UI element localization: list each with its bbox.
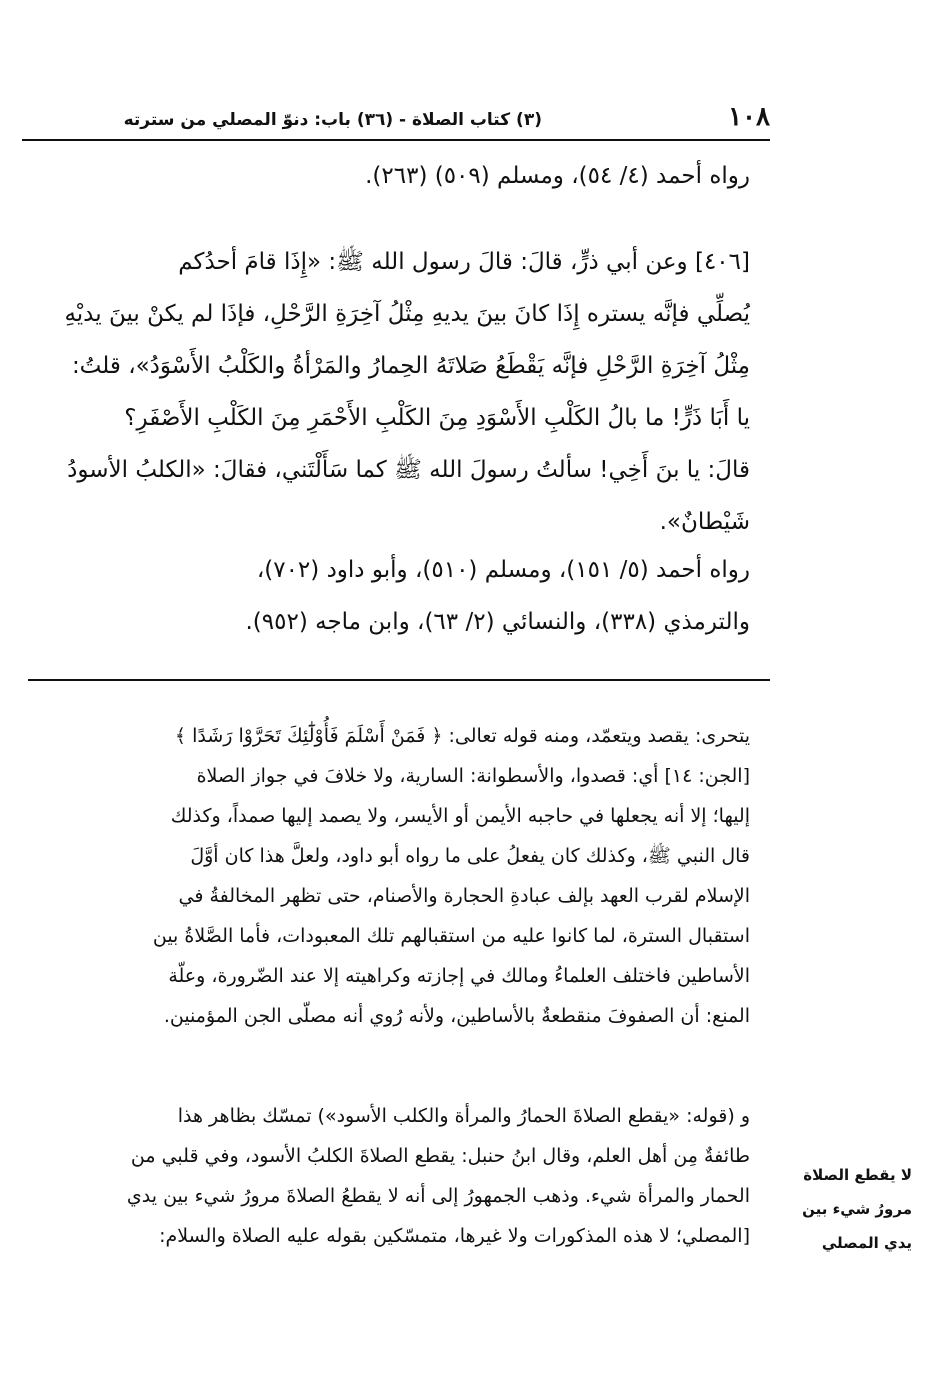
text-line: الحمار والمرأة شيء. وذهب الجمهورُ إلى أنه لا يقطعُ الصلاةَ مرورُ شيء بين يدي: [126, 1185, 750, 1207]
text-line: [٤٠٦] وعن أبي ذرٍّ، قالَ: قالَ رسول الله ﷺ: «إِذَا قامَ أحدُكم: [178, 249, 750, 275]
text-line: والترمذي (٣٣٨)، والنسائي (٢/ ٦٣)، وابن ماجه (٩٥٢).: [245, 609, 750, 635]
text-line: شَيْطانٌ».: [659, 509, 750, 535]
text-line: يُصلِّي فإنَّه يستره إِذَا كانَ بينَ يديهِ مِثْلُ آخِرَةِ الرَّحْلِ، فإذَا لم يكنْ بينَ يديْهِ: [64, 301, 750, 327]
text-line: قال النبي ﷺ، وكذلك كان يفعلُ على ما رواه أبو داود، ولعلَّ هذا كان أوَّلَ: [190, 845, 750, 867]
text-line: رواه أحمد (٤/ ٥٤)، ومسلم (٥٠٩) (٢٦٣).: [365, 163, 750, 189]
text-line: مِثْلُ آخِرَةِ الرَّحْلِ فإنَّه يَقْطَعُ صَلاتَهُ الحِمارُ والمَرْأةُ والكَلْبُ الأَسْوَدُ»، قلتُ:: [71, 353, 750, 379]
text-line: قالَ: يا بنَ أَخِي! سألتُ رسولَ الله ﷺ كما سَأَلْتَني، فقالَ: «الكلبُ الأسودُ: [67, 457, 750, 483]
text-line: الإسلام لقرب العهد بإلف عبادةِ الحجارة والأصنام، حتى تظهر المخالفةُ في: [178, 885, 750, 907]
margin-note-line: لا يقطع الصلاة: [803, 1166, 912, 1184]
text-line: [المصلي؛ لا هذه المذكورات ولا غيرها، متمسّكين بقوله عليه الصلاة والسلام:: [159, 1225, 750, 1247]
text-line: [الجن: ١٤] أي: قصدوا، والأسطوانة: السارية، ولا خلافَ في جواز الصلاة: [196, 765, 750, 787]
text-line: يا أَبَا ذَرٍّ! ما بالُ الكَلْبِ الأَسْوَدِ مِنَ الكَلْبِ الأَحْمَرِ مِنَ الكَلْبِ الأَصْفَرِ؟: [124, 405, 750, 431]
text-line: استقبال السترة، لما كانوا عليه من استقبالهم تلك المعبودات، فأما الصَّلاةُ بين: [152, 925, 750, 947]
page-number: ١٠٨: [728, 102, 770, 132]
text-line: إليها؛ إلا أنه يجعلها في حاجبه الأيمن أو الأيسر، ولا يصمد إليها صمداً، وكذلك: [170, 805, 750, 827]
header-divider: [22, 139, 770, 141]
hadith-406: [24, 236, 750, 548]
running-title: (٣) كتاب الصلاة - (٣٦) باب: دنوّ المصلي من سترته: [123, 110, 542, 130]
margin-note-line: مرورُ شيء بين: [802, 1200, 912, 1218]
text-line: طائفةٌ مِن أهل العلم، وقال ابنُ حنبل: يقطع الصلاةَ الكلبُ الأسود، وفي قلبي من: [130, 1145, 750, 1167]
margin-note: [790, 1158, 912, 1260]
margin-note-line: يدي المصلي: [821, 1234, 912, 1252]
text-line: يتحرى: يقصد ويتعمّد، ومنه قوله تعالى: ﴿ فَمَنْ أَسْلَمَ فَأُوْلَٰٓئِكَ تَحَرَّوْا رَشَدًا ﴾: [174, 725, 750, 747]
commentary-divider: [28, 679, 770, 681]
page-header: [22, 102, 770, 136]
text-line: المنع: أن الصفوفَ منقطعةٌ بالأساطين، ولأنه رُوي أنه مصلّى الجن المؤمنين.: [163, 1005, 750, 1027]
text-line: الأساطين فاختلف العلماءُ ومالك في إجازته وكراهيته إلا عند الضّرورة، وعلّة: [168, 965, 750, 987]
commentary-block-2: [24, 1096, 750, 1256]
hadith-source: [24, 544, 750, 648]
text-line: و (قوله: «يقطع الصلاةَ الحمارُ والمرأة والكلب الأسود») تمسّك بظاهر هذا: [177, 1105, 750, 1127]
hadith-block: [24, 150, 750, 202]
text-line: رواه أحمد (٥/ ١٥١)، ومسلم (٥١٠)، وأبو داود (٧٠٢)،: [256, 557, 750, 583]
commentary-block-1: [24, 716, 750, 1036]
